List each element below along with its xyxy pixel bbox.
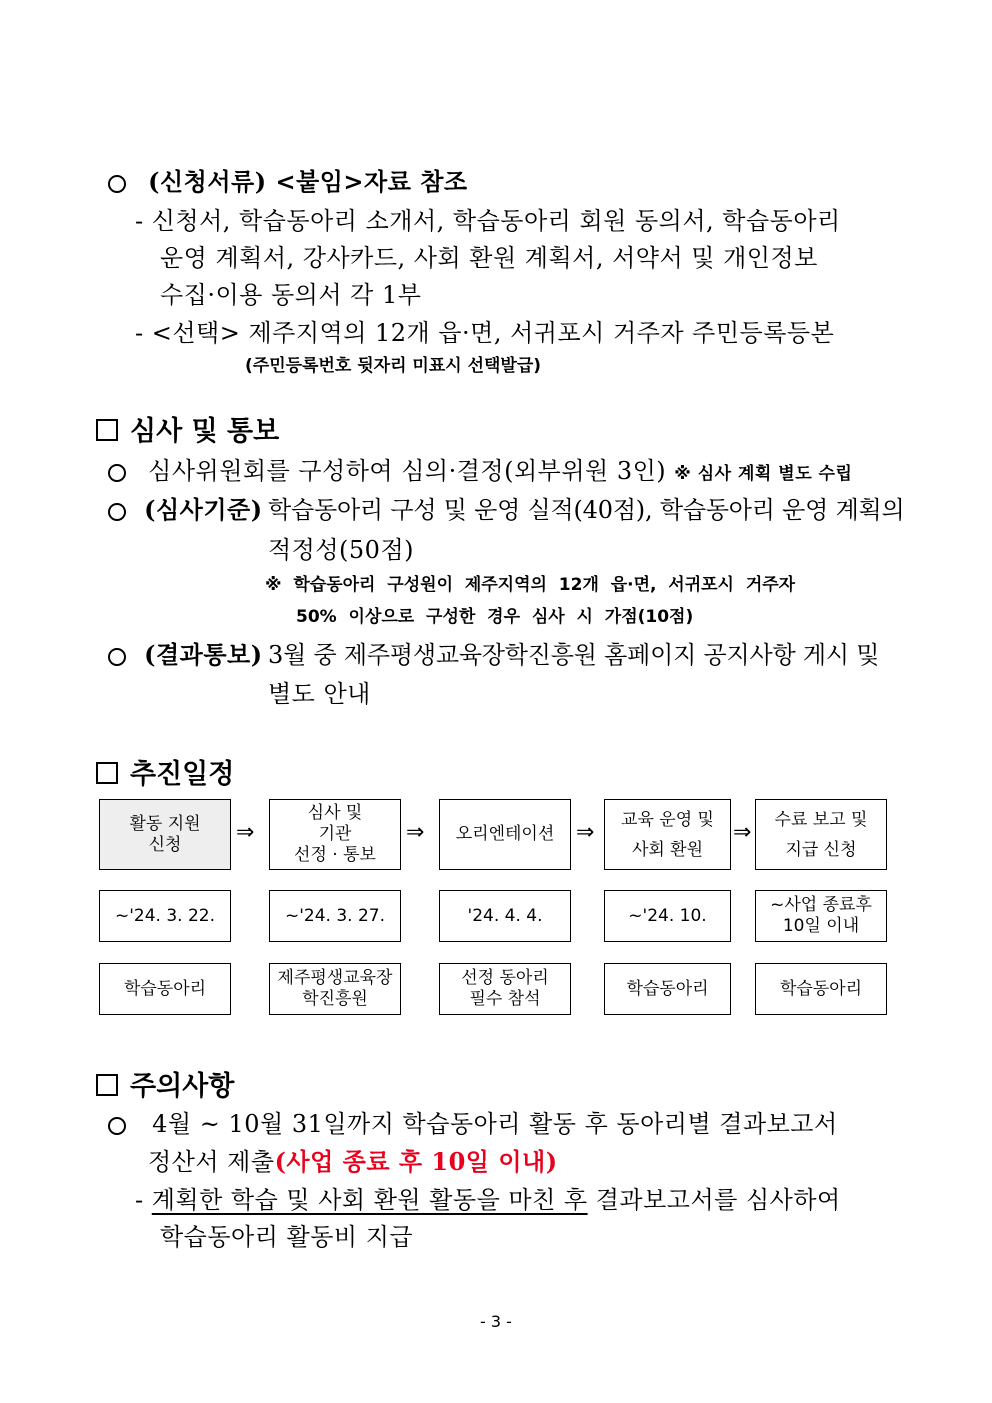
step-line: 지급 신청 <box>785 839 857 860</box>
step-line: 수료 보고 및 <box>774 809 868 830</box>
caution-item1-line2 <box>148 1142 558 1177</box>
schedule-date-4 <box>604 890 731 942</box>
schedule-owner-2 <box>269 963 401 1015</box>
square-bullet-icon <box>96 762 118 784</box>
square-bullet-icon <box>96 1074 118 1096</box>
schedule-step-1 <box>99 799 231 870</box>
step-line: 교육 운영 및 <box>621 809 714 830</box>
flow-arrow-icon: ⇒ <box>406 820 425 845</box>
application-dash2-text: <선택> 제주지역의 12개 읍·면, 서귀포시 거주자 주민등록등본 <box>151 319 835 347</box>
caution-item1-line2a: 정산서 제출 <box>148 1148 275 1176</box>
circle-bullet-icon <box>108 503 126 521</box>
review-item2-text2: 적정성(50점) <box>268 536 415 564</box>
review-item1-text: 심사위원회를 구성하여 심의·결정(외부위원 3인) <box>148 457 667 485</box>
schedule-date-5 <box>755 890 887 942</box>
schedule-title-text: 추진일정 <box>130 759 235 790</box>
review-item2 <box>108 490 263 525</box>
application-dash2-note: (주민등록번호 뒷자리 미표시 선택발급) <box>245 356 542 376</box>
circle-bullet-icon <box>108 175 126 193</box>
date-line: 10일 이내 <box>782 916 860 936</box>
owner-line: 학습동아리 <box>779 978 863 999</box>
date-line: '24. 4. 4. <box>467 905 543 926</box>
circle-bullet-icon <box>108 1117 126 1135</box>
review-title-text: 심사 및 통보 <box>130 416 280 447</box>
schedule-owner-4 <box>604 963 731 1015</box>
schedule-step-3 <box>439 799 571 870</box>
date-line: ~'24. 3. 22. <box>114 905 216 926</box>
page-number: - 3 - <box>480 1312 512 1331</box>
date-line: ~'24. 3. 27. <box>284 905 386 926</box>
schedule-step-4 <box>604 799 731 870</box>
step-line: 활동 지원 <box>129 813 201 834</box>
owner-line: 선정 동아리 <box>461 968 549 988</box>
schedule-date-1 <box>99 890 231 942</box>
caution-item1-text: 4월 ~ 10월 31일까지 학습동아리 활동 후 동아리별 결과보고서 <box>152 1110 838 1138</box>
owner-line: 학진흥원 <box>302 989 368 1009</box>
review-item3-label: (결과통보) <box>144 640 263 669</box>
application-dash1-line3: 수집·이용 동의서 각 1부 <box>160 281 422 309</box>
flow-arrow-icon: ⇒ <box>576 820 595 845</box>
caution-dash1: - 계획한 학습 및 사회 환원 활동을 마친 후 결과보고서를 심사하여 <box>135 1186 841 1214</box>
schedule-date-2 <box>269 890 401 942</box>
owner-line: 제주평생교육장 <box>277 968 393 988</box>
schedule-section-title <box>96 752 234 791</box>
schedule-date-3 <box>439 890 571 942</box>
review-note-line1: ※ 학습동아리 구성원이 제주지역의 12개 읍·면, 서귀포시 거주자 <box>265 575 796 595</box>
step-line: 기관 <box>318 824 352 844</box>
review-item1 <box>108 451 852 486</box>
circle-bullet-icon <box>108 464 126 482</box>
schedule-owner-3 <box>439 963 571 1015</box>
application-dash2: - <선택> 제주지역의 12개 읍·면, 서귀포시 거주자 주민등록등본 <box>135 319 835 347</box>
step-line: 심사 및 <box>307 803 363 823</box>
square-bullet-icon <box>96 419 118 441</box>
caution-deadline-highlight: (사업 종료 후 10일 이내) <box>274 1147 558 1176</box>
review-item1-note: ※ 심사 계획 별도 수립 <box>674 464 853 484</box>
caution-title-text: 주의사항 <box>130 1071 235 1102</box>
application-header-row <box>108 162 468 197</box>
review-section-title <box>96 409 279 448</box>
application-header: (신청서류) <붙임>자료 참조 <box>148 167 468 196</box>
date-line: ~사업 종료후 <box>770 895 872 915</box>
review-item3-text2: 별도 안내 <box>268 680 371 708</box>
caution-dash1-line2: 학습동아리 활동비 지급 <box>160 1223 414 1251</box>
review-item3-text: 3월 중 제주평생교육장학진흥원 홈페이지 공지사항 게시 및 <box>268 641 880 669</box>
application-dash1-text: 신청서, 학습동아리 소개서, 학습동아리 회원 동의서, 학습동아리 <box>151 207 841 235</box>
step-line: 오리엔테이션 <box>455 824 555 844</box>
caution-item1 <box>108 1104 838 1139</box>
schedule-owner-5 <box>755 963 887 1015</box>
step-line: 신청 <box>148 834 182 855</box>
owner-line: 학습동아리 <box>123 978 207 999</box>
circle-bullet-icon <box>108 648 126 666</box>
review-note-line2: 50% 이상으로 구성한 경우 심사 시 가점(10점) <box>296 607 694 627</box>
step-line: 선정 · 통보 <box>294 845 376 865</box>
review-item2-text: 학습동아리 구성 및 운영 실적(40점), 학습동아리 운영 계획의 <box>268 496 905 524</box>
application-dash1-line2: 운영 계획서, 강사카드, 사회 환원 계획서, 서약서 및 개인정보 <box>160 244 818 272</box>
review-item3 <box>108 635 263 670</box>
application-dash1: - 신청서, 학습동아리 소개서, 학습동아리 회원 동의서, 학습동아리 <box>135 207 841 235</box>
schedule-step-5 <box>755 799 887 870</box>
step-line: 사회 환원 <box>631 839 704 860</box>
caution-dash1-underlined: 계획한 학습 및 사회 환원 활동을 마친 후 <box>151 1186 588 1214</box>
flow-arrow-icon: ⇒ <box>236 820 255 845</box>
caution-section-title <box>96 1064 234 1103</box>
flow-arrow-icon: ⇒ <box>733 820 752 845</box>
schedule-step-2 <box>269 799 401 870</box>
caution-dash1-rest: 결과보고서를 심사하여 <box>587 1186 841 1214</box>
schedule-owner-1 <box>99 963 231 1015</box>
date-line: ~'24. 10. <box>628 905 707 926</box>
owner-line: 필수 참석 <box>469 989 541 1009</box>
review-item2-label: (심사기준) <box>144 495 263 524</box>
owner-line: 학습동아리 <box>626 978 709 999</box>
